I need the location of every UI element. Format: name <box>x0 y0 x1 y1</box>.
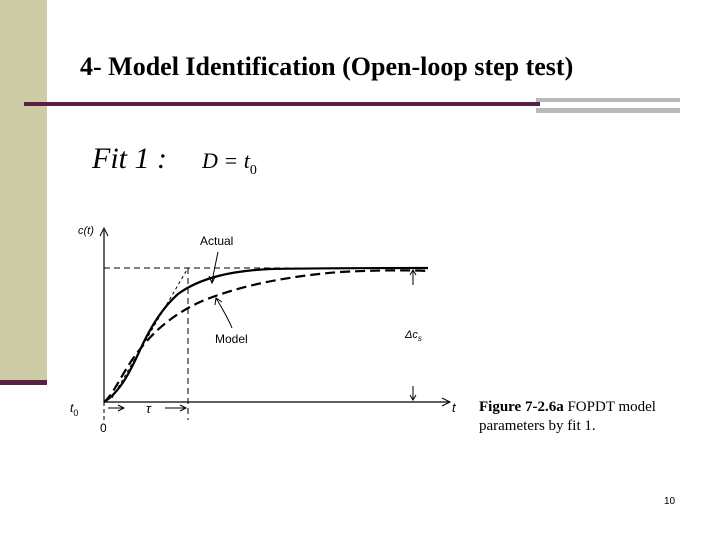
t0-label: $t_0$ <box>70 401 79 418</box>
slide-title: 4- Model Identification (Open-loop step test) <box>80 52 574 81</box>
page-number: 10 <box>664 496 676 507</box>
figure-caption-text: FOPDT model parameters by fit 1. <box>479 399 656 434</box>
y-axis-label: c(t) <box>78 225 94 237</box>
fit-label: Fit 1 : <box>92 142 167 175</box>
equation-subscript: 0 <box>249 163 257 178</box>
tangent-line <box>112 268 188 398</box>
actual-label: Actual <box>200 234 234 248</box>
tau-label: τ <box>146 401 151 416</box>
model-curve <box>104 270 428 402</box>
figure-caption <box>479 398 689 436</box>
origin-label: 0 <box>100 421 107 435</box>
equation-lhs: D = t <box>202 148 250 173</box>
delta-cs-label: $\Delta c_s$ <box>405 329 422 343</box>
x-axis-label: t <box>452 400 456 415</box>
model-pointer <box>216 298 232 328</box>
model-label: Model <box>215 332 248 346</box>
figure-caption-bold: Figure 7-2.6a <box>479 399 564 415</box>
